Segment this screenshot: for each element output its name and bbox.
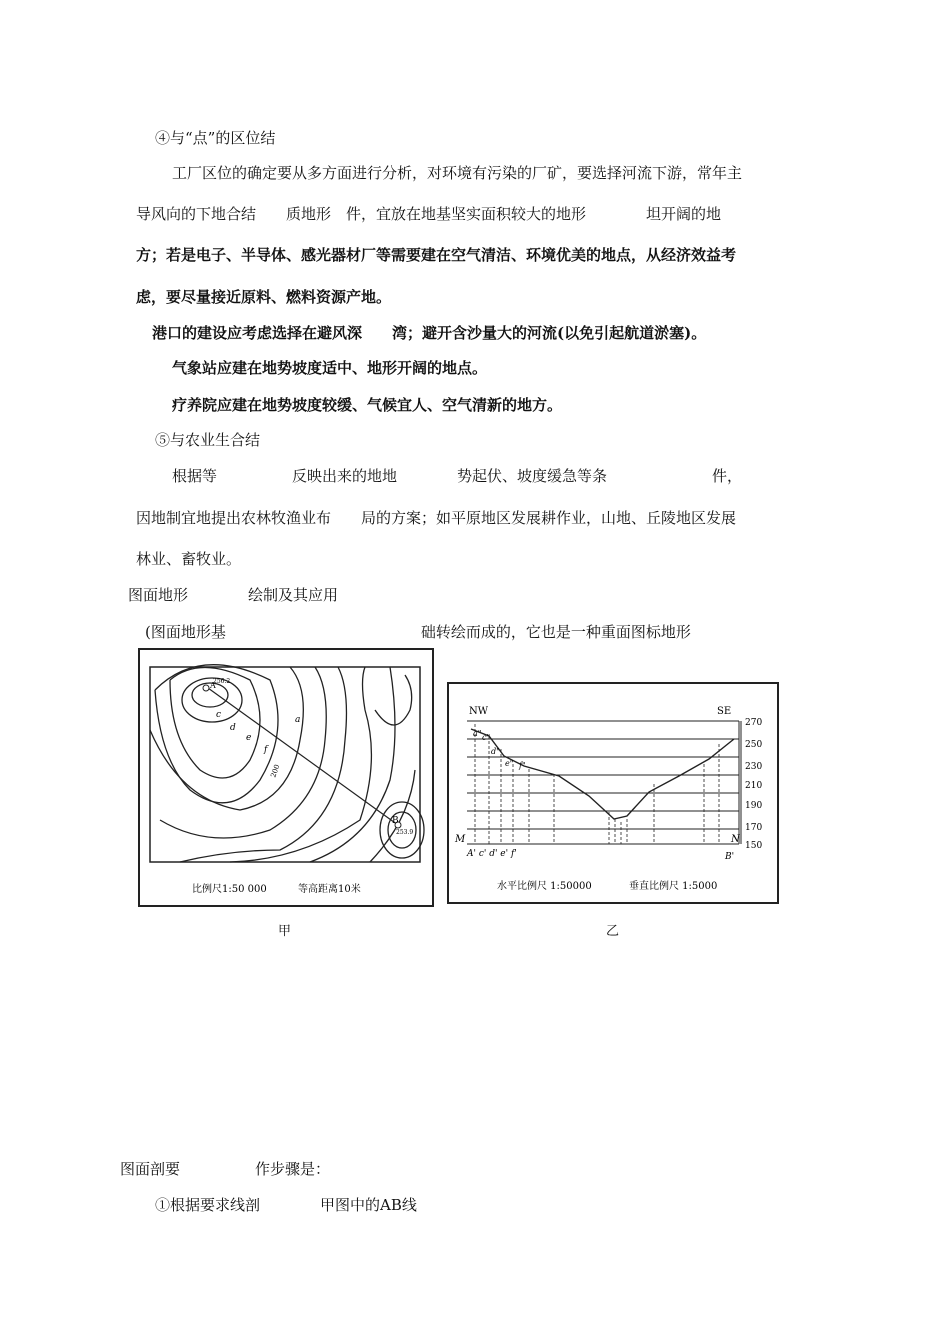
point-f-label: f bbox=[264, 745, 268, 755]
contour-200-label: 200 bbox=[269, 763, 282, 779]
n-label: N bbox=[731, 834, 740, 845]
y-tick-label: 190 bbox=[745, 801, 763, 811]
nw-label: NW bbox=[469, 706, 489, 717]
contour-map bbox=[140, 650, 432, 905]
paragraph-line: 疗养院应建在地势坡度较缓、气候宜人、空气清新的地方。 bbox=[172, 396, 563, 414]
paragraph-line: 导风向的下地合结 质地形 件，宜放在地基坚实面积较大的地形 坦开阔的地 bbox=[136, 205, 722, 223]
heading-agriculture: ⑤与农业生合结 bbox=[155, 431, 261, 449]
profile-point-label: f" bbox=[519, 761, 526, 770]
point-b-elevation: 253.9 bbox=[396, 829, 414, 836]
profile-point-label: e" bbox=[505, 759, 514, 768]
point-b-label: B bbox=[392, 816, 399, 826]
figure-a-caption: 甲 bbox=[278, 924, 292, 939]
point-a-elevation: 256.2 bbox=[213, 678, 231, 685]
y-tick-label: 230 bbox=[745, 762, 763, 772]
y-tick-label: 150 bbox=[745, 841, 763, 851]
y-tick-label: 250 bbox=[745, 740, 763, 750]
section-heading: 图面剖要 作步骤是： bbox=[120, 1160, 331, 1178]
step-line: ①根据要求线剖 甲图中的AB线 bbox=[155, 1196, 417, 1214]
contour-map-figure bbox=[138, 648, 434, 907]
scale-text: 比例尺1:50 000 bbox=[192, 884, 267, 895]
m-label: M bbox=[455, 834, 466, 845]
profile-point-label: c" bbox=[482, 733, 491, 742]
figure-b-caption: 乙 bbox=[606, 924, 620, 939]
paragraph-line: 虑，要尽量接近原料、燃料资源产地。 bbox=[136, 288, 392, 306]
se-label: SE bbox=[717, 706, 732, 717]
paragraph-line: 气象站应建在地势坡度适中、地形开阔的地点。 bbox=[172, 359, 488, 377]
y-tick-label: 270 bbox=[745, 718, 763, 728]
profile-point-label: d" bbox=[491, 747, 500, 756]
paragraph-line: 因地制宜地提出农林牧渔业布 局的方案；如平原地区发展耕作业，山地、丘陵地区发展 bbox=[136, 509, 737, 527]
interval-text: 等高距离10米 bbox=[298, 884, 361, 895]
profile-figure bbox=[447, 682, 779, 904]
horizontal-scale: 水平比例尺 1:50000 bbox=[497, 881, 592, 892]
heading-point-location: ④与“点”的区位结 bbox=[155, 129, 276, 147]
b-prime-label: B' bbox=[725, 852, 735, 862]
point-c-label: c bbox=[216, 710, 222, 720]
paragraph-line: 港口的建设应考虑选择在避风深 湾；避开含沙量大的河流(以免引起航道淤塞)。 bbox=[152, 324, 707, 342]
paragraph-line: (图面地形基 础转绘而成的，它也是一种重面图标地形 bbox=[145, 623, 691, 641]
vertical-scale: 垂直比例尺 1:5000 bbox=[629, 881, 718, 892]
profile-point-label: a" bbox=[473, 729, 482, 738]
profile-chart bbox=[449, 684, 777, 902]
paragraph-line: 林业、畜牧业。 bbox=[136, 550, 242, 568]
paragraph-line: 根据等 反映出来的地地 势起伏、坡度缓急等条 件， bbox=[172, 467, 743, 485]
point-d-label: d bbox=[230, 723, 236, 733]
paragraph-line: 工厂区位的确定要从多方面进行分析，对环境有污染的厂矿，要选择河流下游，常年主 bbox=[172, 164, 743, 182]
point-e-label: e bbox=[246, 733, 252, 743]
y-tick-label: 210 bbox=[745, 781, 763, 791]
bottom-labels: A' c' d' e' f' bbox=[467, 849, 517, 859]
y-tick-label: 170 bbox=[745, 823, 763, 833]
section-heading: 图面地形 绘制及其应用 bbox=[128, 586, 339, 604]
paragraph-line: 方；若是电子、半导体、感光器材厂等需要建在空气清洁、环境优美的地点，从经济效益考 bbox=[136, 246, 737, 264]
point-a-label: A bbox=[210, 681, 216, 690]
point-a-small-label: a bbox=[295, 715, 301, 725]
